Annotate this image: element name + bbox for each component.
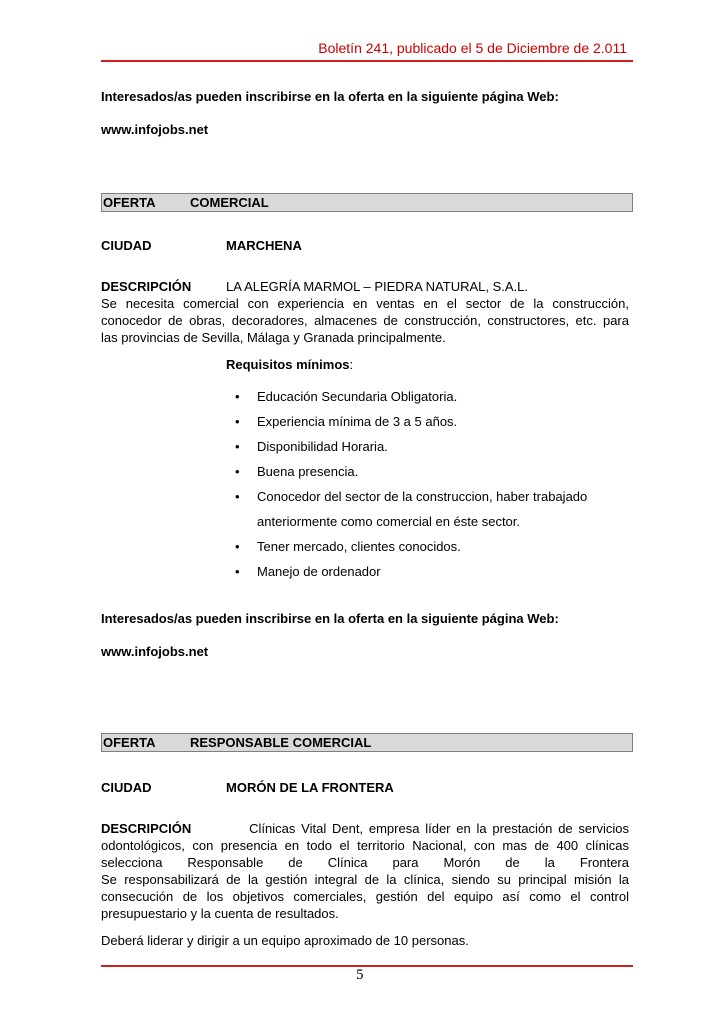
offer1-ciudad-value: MARCHENA — [226, 238, 302, 253]
offer2-title-bar — [101, 733, 633, 752]
offer2-desc-line: odontológicos, con presencia en todo el territorio Nacional, con mas de 400 clínicas — [101, 838, 629, 853]
offer2-ciudad-value: MORÓN DE LA FRONTERA — [226, 780, 394, 795]
offer1-desc-line: Se necesita comercial con experiencia en ventas en el sector de la construcción, — [101, 296, 629, 311]
offer2-desc-line: consecución de los objetivos comerciales, gestión del equipo así como el control — [101, 889, 629, 904]
offer1-descripcion — [101, 278, 528, 295]
offer2-descripcion-label: DESCRIPCIÓN — [101, 821, 192, 836]
offer2-desc-line: presupuestario y la cuenta de resultados. — [101, 906, 339, 921]
offer1-oferta-value: COMERCIAL — [190, 195, 269, 210]
offer1-website-link[interactable]: www.infojobs.net — [101, 644, 209, 659]
offer1-descripcion-value: LA ALEGRÍA MARMOL – PIEDRA NATURAL, S.A.L. — [226, 279, 528, 294]
list-item — [226, 534, 626, 559]
offer1-requisitos-label: Requisitos mínimos — [226, 357, 350, 372]
offer2-description-paragraph — [101, 820, 629, 922]
bullet-icon: • — [235, 489, 240, 504]
offer1-ciudad — [101, 237, 302, 254]
offer2-ciudad — [101, 779, 394, 796]
offer1-desc-line: las provincias de Sevilla, Málaga y Granada principalmente. — [101, 330, 446, 345]
offer2-desc-line: selecciona Responsable de Clínica para Morón de la Frontera — [101, 855, 629, 870]
bulletin-header: Boletín 241, publicado el 5 de Diciembre de 2.011 — [318, 40, 627, 56]
list-item — [226, 484, 626, 534]
list-item — [226, 384, 626, 409]
offer1-descripcion-label: DESCRIPCIÓN — [101, 279, 192, 294]
requisito-text: Buena presencia. — [257, 464, 359, 479]
bullet-icon: • — [235, 389, 240, 404]
offer2-oferta-value: RESPONSABLE COMERCIAL — [190, 735, 372, 750]
list-item — [226, 459, 626, 484]
offer1-desc-line: conocedor de obras, decoradores, almacenes de construcción, constructores, etc. para — [101, 313, 629, 328]
offer2-desc-first-line — [101, 820, 629, 837]
page-number: 5 — [356, 967, 364, 983]
bullet-icon: • — [235, 464, 240, 479]
offer1-requisitos-colon: : — [349, 357, 354, 372]
list-item — [226, 559, 626, 584]
offer1-requisitos-title — [226, 356, 353, 373]
offer2-oferta-label: OFERTA — [103, 735, 156, 750]
offer2-ciudad-label: CIUDAD — [101, 780, 152, 795]
requisito-text: Tener mercado, clientes conocidos. — [257, 539, 461, 554]
offer1-description-paragraph — [101, 295, 629, 346]
list-item — [226, 409, 626, 434]
offer1-requisitos-list — [226, 384, 626, 584]
offer1-title-bar — [101, 193, 633, 212]
requisito-text-continued: anteriormente como comercial en éste sector. — [257, 514, 521, 529]
offer2-team-text: Deberá liderar y dirigir a un equipo aproximado de 10 personas. — [101, 933, 469, 948]
requisito-text: Educación Secundaria Obligatoria. — [257, 389, 458, 404]
offer2-desc-line: Clínicas Vital Dent, empresa líder en la prestación de servicios — [249, 821, 629, 836]
offer1-interest-text: Interesados/as pueden inscribirse en la oferta en la siguiente página Web: — [101, 611, 559, 626]
requisito-text: Experiencia mínima de 3 a 5 años. — [257, 414, 458, 429]
footer-rule — [101, 965, 633, 967]
bullet-icon: • — [235, 439, 240, 454]
requisito-text: Manejo de ordenador — [257, 564, 381, 579]
intro-website-link[interactable]: www.infojobs.net — [101, 122, 209, 137]
offer1-oferta-label: OFERTA — [103, 195, 156, 210]
bullet-icon: • — [235, 414, 240, 429]
requisito-text: Disponibilidad Horaria. — [257, 439, 388, 454]
bullet-icon: • — [235, 539, 240, 554]
requisito-text: Conocedor del sector de la construccion, haber trabajado — [257, 489, 588, 504]
offer1-ciudad-label: CIUDAD — [101, 238, 152, 253]
header-rule — [101, 60, 633, 62]
intro-interest-text: Interesados/as pueden inscribirse en la oferta en la siguiente página Web: — [101, 89, 559, 104]
offer2-desc-line: Se responsabilizará de la gestión integral de la clínica, siendo su principal misión la — [101, 872, 629, 887]
bullet-icon: • — [235, 564, 240, 579]
list-item — [226, 434, 626, 459]
